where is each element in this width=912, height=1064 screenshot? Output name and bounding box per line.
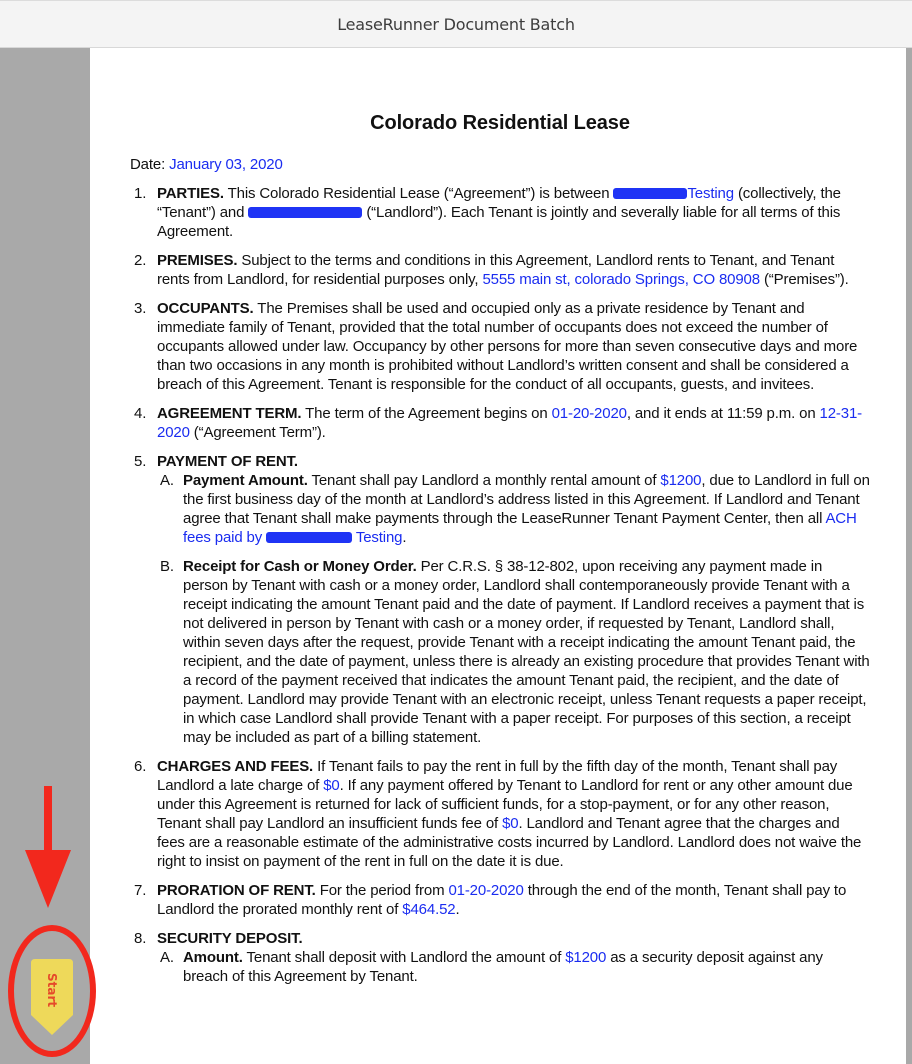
- document-date: [130, 155, 870, 174]
- clause-premises: [130, 251, 870, 289]
- clause-number: 4.: [134, 405, 147, 422]
- subclause-heading: Amount.: [183, 949, 243, 966]
- premises-address-field[interactable]: 5555 main st, colorado Springs, CO 80908: [482, 271, 760, 288]
- clause-heading: PARTIES.: [157, 185, 224, 202]
- redacted-tenant-name: [613, 188, 687, 199]
- clause-text: , and it ends at 11:59 p.m. on: [626, 405, 820, 422]
- clause-heading: PREMISES.: [157, 252, 238, 269]
- subclause-list: [157, 471, 870, 747]
- clause-number: 8.: [134, 930, 147, 947]
- document-page: [90, 48, 906, 1064]
- clause-text: Per C.R.S. § 38-12-802, upon receiving any payment made in person by Tenant with cash or a money order, Landlord shall contemporaneously provide Tenant with a receipt indicating the amount Tenant paid and the date of payment. If Landlord receives a payment that is not delivered in person by Tenant with cash or a money order, if requested by Tenant, Landlord shall, within seven days after the request, provide Tenant with a receipt indicating the amount Tenant paid, the recipient, and the date of payment, unless there is already an existing procedure that provides Tenant with a record of the payment received that indicates the amount Tenant paid, the recipient, and the date of payment. Landlord may provide Tenant with an electronic receipt, unless Tenant requests a paper receipt, in which case Landlord shall provide Tenant with a paper receipt. For purposes of this section, a receipt may be included as part of a billing statement.: [183, 558, 870, 746]
- clause-heading: PAYMENT OF RENT.: [157, 453, 298, 470]
- late-fee-field[interactable]: $0: [323, 777, 340, 794]
- window-titlebar: [0, 0, 912, 48]
- clause-text: . If any payment offered by Tenant to Landlord for rent or any other amount due under this Agreement is returned for lack of sufficient funds, for a stop-payment, or for any other reason, Tenant shall pay Landlord an insufficient funds fee of: [157, 777, 853, 832]
- date-label: Date:: [130, 156, 166, 173]
- clause-proration: [130, 881, 870, 919]
- ach-fees-text: ACH fees paid by: [183, 510, 857, 546]
- clause-list: [130, 184, 870, 986]
- clause-payment-of-rent: [130, 452, 870, 747]
- date-value[interactable]: January 03, 2020: [169, 156, 283, 173]
- clause-parties: [130, 184, 870, 241]
- clause-agreement-term: [130, 404, 870, 442]
- clause-text: If Tenant fails to pay the rent in full by the fifth day of the month, Tenant shall pay Landlord a late charge of: [157, 758, 838, 794]
- subclause-heading: Payment Amount.: [183, 472, 308, 489]
- clause-text: Tenant shall pay Landlord a monthly rental amount of: [307, 472, 661, 489]
- clause-text: as a security deposit against any breach of this Agreement by Tenant.: [183, 949, 823, 985]
- start-tab-label: Start: [45, 972, 59, 1008]
- clause-text: (collectively, the “Tenant”) and: [157, 185, 841, 221]
- clause-heading: AGREEMENT TERM.: [157, 405, 302, 422]
- subclause-letter: A.: [160, 949, 174, 966]
- clause-number: 5.: [134, 453, 147, 470]
- clause-text: (“Premises”).: [759, 271, 849, 288]
- clause-heading: PRORATION OF RENT.: [157, 882, 316, 899]
- clause-text: Tenant shall deposit with Landlord the amount of: [242, 949, 566, 966]
- start-signing-tab[interactable]: [31, 959, 73, 1035]
- clause-heading: OCCUPANTS.: [157, 300, 254, 317]
- lease-document: [130, 48, 870, 996]
- subclause-receipt: [157, 557, 870, 747]
- monthly-rent-field[interactable]: $1200: [660, 472, 702, 489]
- clause-text: .: [455, 901, 460, 918]
- subclause-letter: B.: [160, 558, 174, 575]
- clause-number: 1.: [134, 185, 147, 202]
- term-end-date-field[interactable]: 12-31-2020: [157, 405, 862, 441]
- annotation-arrow-icon: [25, 786, 71, 908]
- clause-charges-and-fees: [130, 757, 870, 871]
- clause-text: This Colorado Residential Lease (“Agreement”) is between: [223, 185, 614, 202]
- clause-number: 2.: [134, 252, 147, 269]
- clause-text: Subject to the terms and conditions in this Agreement, Landlord rents to Tenant, and Tenant rents from Landlord, for residential purposes only,: [157, 252, 835, 288]
- clause-occupants: [130, 299, 870, 394]
- clause-text: through the end of the month, Tenant shall pay to Landlord the prorated monthly rent of: [157, 882, 847, 918]
- subclause-heading: Receipt for Cash or Money Order.: [183, 558, 417, 575]
- window-title: LeaseRunner Document Batch: [337, 14, 575, 34]
- clause-text: The Premises shall be used and occupied only as a private residence by Tenant and immediate family of Tenant, provided that the total number of occupants does not exceed the number of occupants allowed under law. Occupancy by other persons for more than seven consecutive days and more than two occasions in any month is prohibited without Landlord’s written consent and shall be considered a breach of this Agreement. Tenant is responsible for the conduct of all occupants, guests, and invitees.: [157, 300, 858, 393]
- clause-text: For the period from: [315, 882, 449, 899]
- clause-heading: CHARGES AND FEES.: [157, 758, 314, 775]
- scrollbar[interactable]: [906, 48, 912, 1064]
- clause-number: 6.: [134, 758, 147, 775]
- clause-heading: SECURITY DEPOSIT.: [157, 930, 303, 947]
- subclause-list: [157, 948, 870, 986]
- term-start-date-field[interactable]: 01-20-2020: [551, 405, 627, 422]
- clause-security-deposit: [130, 929, 870, 986]
- proration-start-date-field[interactable]: 01-20-2020: [448, 882, 524, 899]
- clause-text: .: [402, 529, 407, 546]
- clause-number: 7.: [134, 882, 147, 899]
- nsf-fee-field[interactable]: $0: [502, 815, 519, 832]
- clause-number: 3.: [134, 300, 147, 317]
- ach-fees-text: Testing: [352, 529, 403, 546]
- subclause-payment-amount: [157, 471, 870, 547]
- redacted-tenant-name: [266, 532, 352, 543]
- clause-text: . Landlord and Tenant agree that the charges and fees are a reasonable estimate of the administrative costs incurred by Landlord. Landlord does not waive the right to insist on payment of the rent in full on the date it is due.: [157, 815, 862, 870]
- subclause-letter: A.: [160, 472, 174, 489]
- clause-text: (“Agreement Term”).: [189, 424, 326, 441]
- left-gutter: [0, 48, 90, 1064]
- redacted-landlord-name[interactable]: [248, 207, 362, 218]
- subclause-deposit-amount: [157, 948, 870, 986]
- clause-text: The term of the Agreement begins on: [301, 405, 552, 422]
- clause-text: , due to Landlord in full on the first business day of the month at Landlord’s address listed in this Agreement. If Landlord and Tenant agree that Tenant shall make payments through the LeaseRunner Tenant Payment Center, then all: [183, 472, 870, 527]
- prorated-rent-field[interactable]: $464.52: [402, 901, 456, 918]
- document-title: Colorado Residential Lease: [370, 112, 630, 134]
- clause-text: (“Landlord”). Each Tenant is jointly and severally liable for all terms of this Agreement.: [157, 204, 841, 240]
- tenant-name-field[interactable]: Testing: [687, 185, 734, 202]
- deposit-amount-field[interactable]: $1200: [565, 949, 607, 966]
